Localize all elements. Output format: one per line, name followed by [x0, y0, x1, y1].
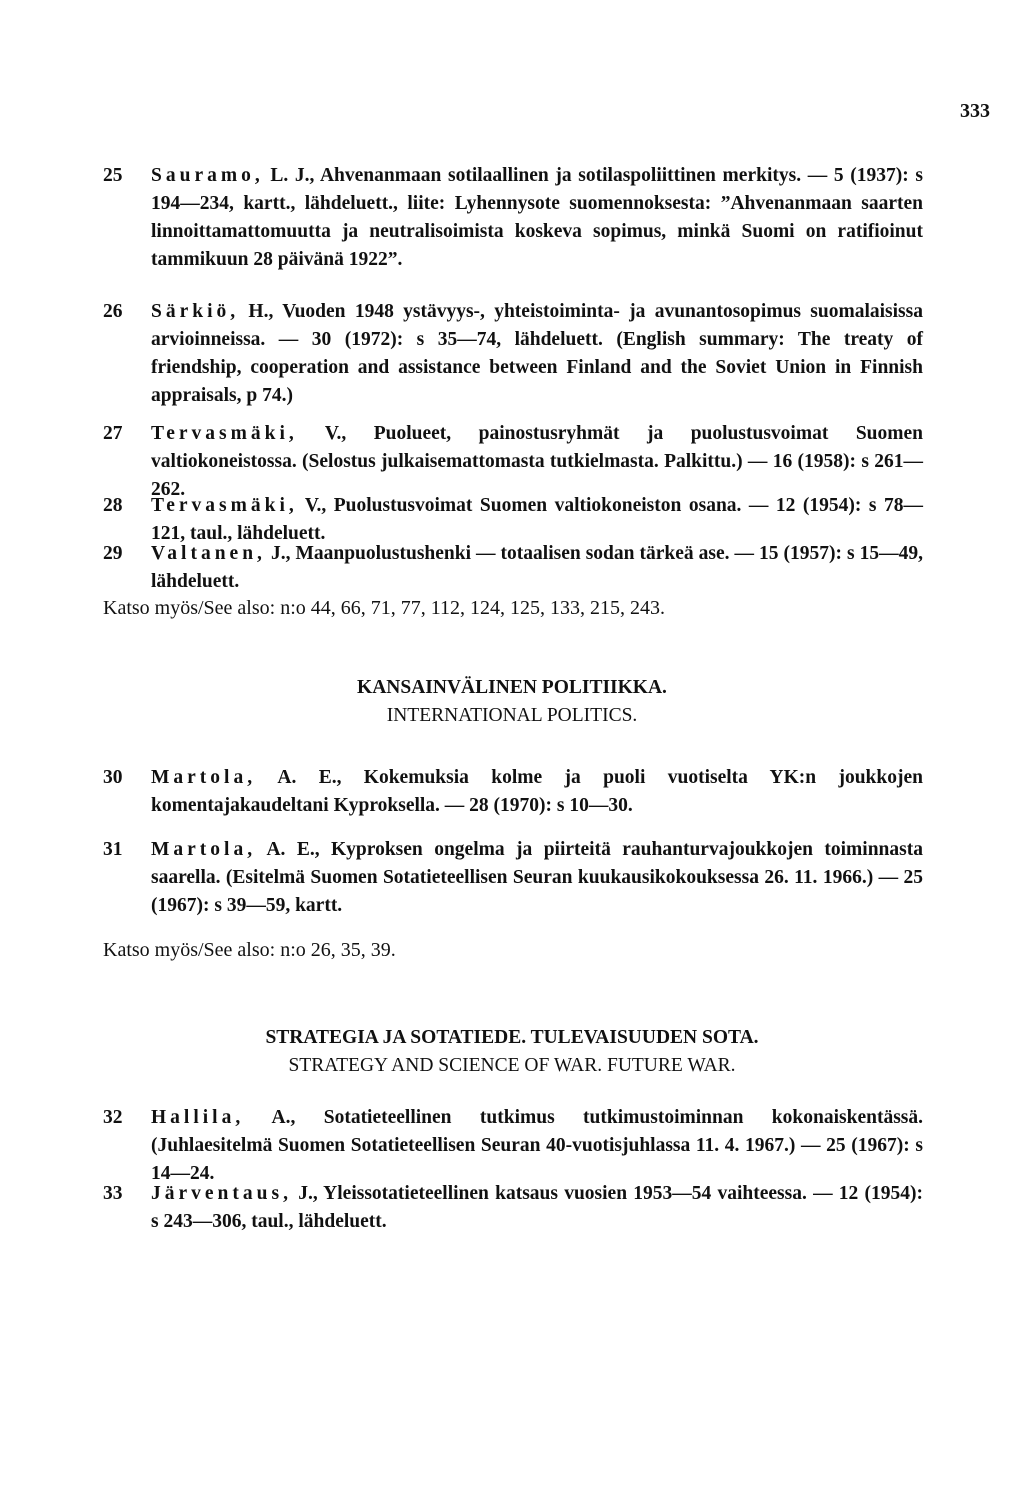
bibliography-entry-32: [103, 1104, 923, 1188]
entry-number: 29: [103, 543, 123, 564]
entry-text: A., Sotatieteellinen tutkimus tutkimustoiminnan kokonaiskentässä. (Juhlaesitelmä Suomen Sotatieteellisen Seuran 40-vuotisjuhlassa 11. 4. 1967.) — 25 (1967): s 14—24.: [151, 1107, 923, 1184]
entry-text: V., Puolueet, painostusryhmät ja puolustusvoimat Suomen valtiokoneistossa. (Selostus julkaisemattomasta tutkielmasta. Palkittu.) — 16 (1958): s 261—262.: [151, 423, 923, 500]
entry-number: 33: [103, 1183, 123, 1204]
see-also-line: Katso myös/See also: n:o 26, 35, 39.: [103, 939, 396, 961]
entry-author: Järventaus,: [151, 1183, 292, 1204]
entry-text: L. J., Ahvenanmaan sotilaallinen ja sotilaspoliittinen merkitys. — 5 (1937): s 194—234, kartt., lähdeluett., liite: Lyhennysote suomennoksesta: ”Ahvenanmaan saarten linnoittamattomuutta ja neutralisoimista koskeva sopimus, minkä Suomi on ratifioinut tammikuun 28 päivänä 1922”.: [151, 165, 923, 270]
entry-number: 27: [103, 423, 123, 444]
entry-author: Tervasmäki,: [151, 423, 298, 444]
bibliography-entry-33: [103, 1180, 923, 1236]
entry-author: Sauramo,: [151, 165, 264, 186]
entry-author: Martola,: [151, 839, 257, 860]
entry-text: J., Maanpuolustushenki — totaalisen sodan tärkeä ase. — 15 (1957): s 15—49, lähdeluett.: [151, 543, 923, 592]
entry-text: V., Puolustusvoimat Suomen valtiokoneiston osana. — 12 (1954): s 78—121, taul., lähdeluett.: [151, 495, 923, 544]
section-heading-finnish: STRATEGIA JA SOTATIEDE. TULEVAISUUDEN SOTA.: [265, 1027, 759, 1048]
entry-number: 28: [103, 495, 123, 516]
bibliography-entry-29: [103, 540, 923, 596]
section-heading-english: STRATEGY AND SCIENCE OF WAR. FUTURE WAR.: [288, 1055, 736, 1076]
entry-number: 31: [103, 839, 123, 860]
entry-author: Tervasmäki,: [151, 495, 298, 516]
section-heading-finnish: KANSAINVÄLINEN POLITIIKKA.: [357, 677, 667, 698]
entry-text: J., Yleissotatieteellinen katsaus vuosien 1953—54 vaihteessa. — 12 (1954): s 243—306, taul., lähdeluett.: [151, 1183, 923, 1232]
entry-number: 30: [103, 767, 123, 788]
entry-author: Särkiö,: [151, 301, 240, 322]
entry-text: A. E., Kyproksen ongelma ja piirteitä rauhanturvajoukkojen toiminnasta saarella. (Esitelmä Suomen Sotatieteellisen Seuran kuukausikokouksessa 26. 11. 1966.) — 25 (1967): s 39—59, kartt.: [151, 839, 923, 916]
page-number: 333: [960, 100, 990, 122]
bibliography-entry-26: [103, 298, 923, 410]
entry-author: Martola,: [151, 767, 257, 788]
entry-number: 32: [103, 1107, 123, 1128]
entry-text: H., Vuoden 1948 ystävyys-, yhteistoiminta- ja avunantosopimus suomalaisissa arvioinneissa. — 30 (1972): s 35—74, lähdeluett. (English summary: The treaty of friendship, cooperation and assistance between Finland and the Soviet Union in Finnish appraisals, p 74.): [151, 301, 923, 406]
entry-number: 25: [103, 165, 123, 186]
bibliography-entry-25: [103, 162, 923, 274]
bibliography-entry-31: [103, 836, 923, 920]
entry-author: Valtanen,: [151, 543, 266, 564]
section-heading-english: INTERNATIONAL POLITICS.: [386, 705, 638, 726]
see-also-line: Katso myös/See also: n:o 44, 66, 71, 77, 112, 124, 125, 133, 215, 243.: [103, 597, 666, 619]
bibliography-entry-30: [103, 764, 923, 820]
entry-text: A. E., Kokemuksia kolme ja puoli vuotiselta YK:n joukkojen komentajakaudeltani Kyproksella. — 28 (1970): s 10—30.: [151, 767, 923, 816]
entry-number: 26: [103, 301, 123, 322]
entry-author: Hallila,: [151, 1107, 245, 1128]
